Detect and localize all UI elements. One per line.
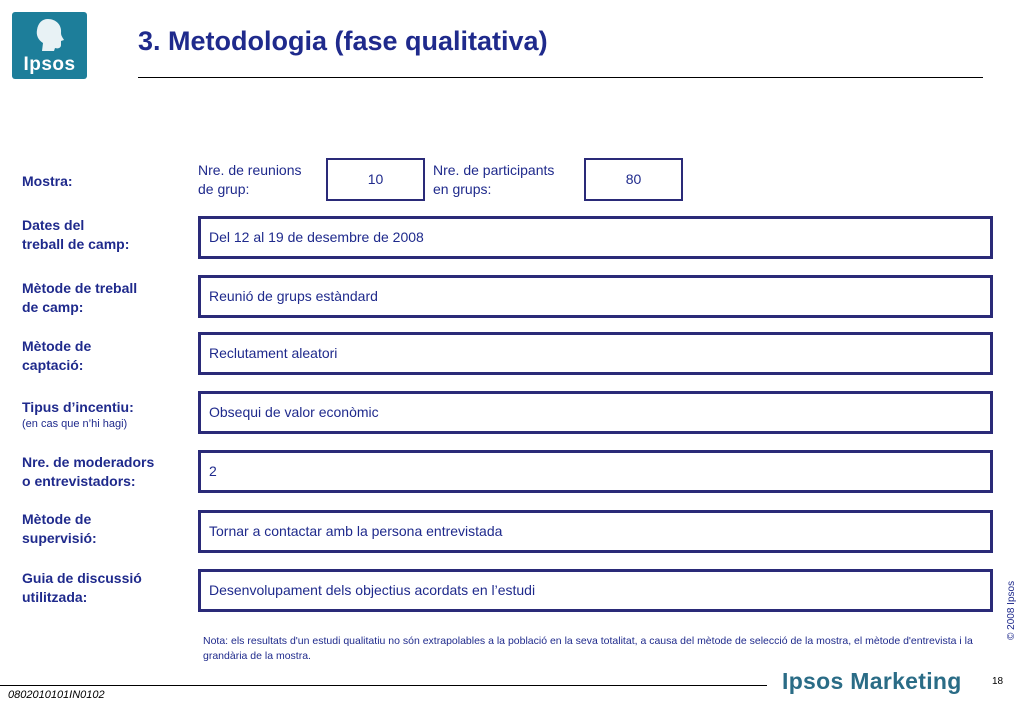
incentive-note: (en cas que n’hi hagi)	[22, 418, 128, 430]
footer-divider	[0, 685, 767, 686]
brand-logo: Ipsos Marketing	[782, 668, 962, 694]
row-label-recruitment: Mètode de captació:	[22, 338, 92, 373]
value-box-fieldwork-method: Reunió de grups estàndard	[198, 275, 993, 318]
value-box-incentive: Obsequi de valor econòmic	[198, 391, 993, 434]
row-label-moderators: Nre. de moderadors o entrevistadors:	[22, 454, 155, 489]
sample-label: Mostra:	[22, 173, 73, 189]
groups-caption: Nre. de reunions de grup:	[198, 162, 302, 197]
value-box-supervision: Tornar a contactar amb la persona entrevistada	[198, 510, 993, 553]
participants-caption: Nre. de participants en grups:	[433, 162, 555, 197]
footnote: Nota: els resultats d'un estudi qualitatiu no són extrapolables a la població en la seva totalitat, a causa del mètode de selecció de la mostra, el mètode d'entrevista i la grandària de la mostra.	[203, 635, 973, 662]
participants-count-box: 80	[584, 158, 683, 201]
row-label-fieldwork-method: Mètode de treball de camp:	[22, 280, 138, 315]
ipsos-logo	[12, 12, 87, 79]
value-box-moderators: 2	[198, 450, 993, 493]
copyright: © 2008 Ipsos	[1006, 580, 1017, 640]
title-divider	[138, 77, 983, 78]
row-label-incentive: Tipus d’incentiu: (en cas que n’hi hagi)	[22, 399, 134, 430]
groups-count-box: 10	[326, 158, 425, 201]
document-id: 0802010101IN0102	[8, 689, 105, 701]
logo-wordmark: Ipsos	[23, 54, 76, 75]
head-profile-icon	[34, 18, 66, 52]
value-box-recruitment: Reclutament aleatori	[198, 332, 993, 375]
value-box-discussion-guide: Desenvolupament dels objectius acordats en l’estudi	[198, 569, 993, 612]
page-number: 18	[992, 676, 1004, 687]
row-label-fieldwork-dates: Dates del treball de camp:	[22, 217, 130, 252]
row-label-discussion-guide: Guia de discussió utilitzada:	[22, 570, 142, 605]
page-title: 3. Metodologia (fase qualitativa)	[138, 26, 548, 56]
value-box-fieldwork-dates: Del 12 al 19 de desembre de 2008	[198, 216, 993, 259]
row-label-supervision: Mètode de supervisió:	[22, 511, 97, 546]
